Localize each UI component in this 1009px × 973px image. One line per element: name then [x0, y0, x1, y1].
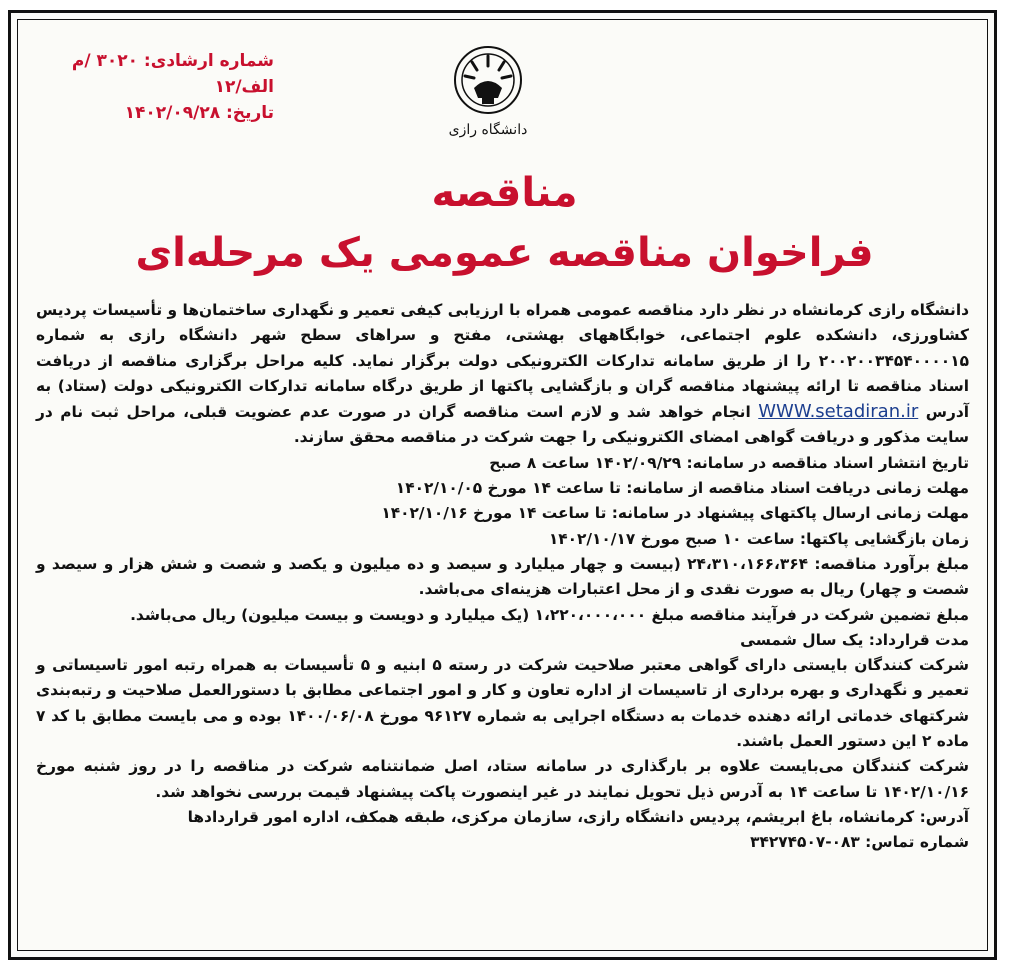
header-info: [44, 48, 274, 126]
detail-line: مدت قرارداد: یک سال شمسی: [740, 630, 969, 649]
notice-date: تاریخ: ۱۴۰۲/۰۹/۲۸: [124, 103, 274, 123]
detail-line: مهلت زمانی ارسال پاکتهای پیشنهاد در سامانه: تا ساعت ۱۴ مورخ ۱۴۰۲/۱۰/۱۶: [381, 504, 969, 523]
address-line: آدرس: کرمانشاه، باغ ابریشم، پردیس دانشگاه رازی، سازمان مرکزی، طبقه همکف، اداره امور قراردادها: [187, 807, 969, 826]
notice-body: [36, 298, 969, 856]
university-logo: [440, 44, 536, 144]
detail-line: شرکت کنندگان می‌بایست علاوه بر بارگذاری در سامانه ستاد، اصل ضمانتنامه شرکت در مناقصه را در روز شنبه مورخ ۱۴۰۲/۱۰/۱۶ تا ساعت ۱۴ به آدرس ذیل تحویل نمایند در غیر اینصورت پاکت پیشنهاد قیمت بررسی نخواهد شد.: [36, 757, 969, 801]
reference-number: شماره ارشادی: ۳۰۲۰ /م الف/۱۲: [71, 51, 274, 97]
detail-line: مبلغ تضمین شرکت در فرآیند مناقصه مبلغ ۱،۲۲۰،۰۰۰،۰۰۰ (یک میلیارد و دویست و بیست میلیون) ریال می‌باشد.: [130, 605, 969, 624]
detail-line: زمان بازگشایی پاکتها: ساعت ۱۰ صبح مورخ ۱۴۰۲/۱۰/۱۷: [548, 529, 969, 548]
detail-line: مبلغ برآورد مناقصه: ۲۴،۳۱۰،۱۶۶،۳۶۴ (بیست و چهار میلیارد و سیصد و ده میلیون و یکصد و شصت و شش هزار و سیصد و شصت و چهار) ریال به صورت نقدی و از محل اعتبارات هزینه‌ای می‌باشد.: [36, 554, 969, 599]
phone-line: شماره تماس: ۰۸۳-۳۴۲۷۴۵۰۷: [750, 833, 969, 852]
intro-text: دانشگاه رازی کرمانشاه در نظر دارد مناقصه عمومی همراه با ارزیابی کیفی تعمیر و نگهداری ساختمان‌ها و تأسیسات پردیس کشاورزی، دانشکده علوم اجتماعی، خوابگاههای بهشتی، مفتح و سراهای سطح شهر دانشگاه رازی به شماره ۲۰۰۲۰۰۳۴۵۴۰۰۰۰۱۵ را از طریق سامانه تدارکات الکترونیکی دولت برگزار نماید. کلیه مراحل برگزاری مناقصه از دریافت اسناد مناقصه تا ارائه پیشنهاد مناقصه گران و بازگشایی پاکتها از طریق درگاه سامانه تدارکات الکترونیکی دولت (ستاد) به آدرس: [36, 301, 970, 422]
notice-subtitle: فراخوان مناقصه عمومی یک مرحله‌ای: [135, 230, 874, 276]
detail-line: مهلت زمانی دریافت اسناد مناقصه از سامانه: تا ساعت ۱۴ مورخ ۱۴۰۲/۱۰/۰۵: [395, 479, 969, 498]
detail-line: تاریخ انتشار اسناد مناقصه در سامانه: ۱۴۰۲/۰۹/۲۹ ساعت ۸ صبح: [489, 453, 969, 472]
detail-line: شرکت کنندگان بایستی دارای گواهی معتبر صلاحیت شرکت در رسته ۵ ابنیه و ۵ تأسیسات به همراه رتبه امور تاسیساتی و تعمیر و نگهداری و بهره برداری از تاسیسات از اداره تعاون و کار و امور اجتماعی مطابق با دستورالعمل صلاحیت و رتبه‌بندی شرکتهای خدماتی ارائه دهنده خدمات به دستگاه اجرایی به شماره ۹۶۱۲۷ مورخ ۱۴۰۰/۰۶/۰۸ بوده و می بایست مطابق با کد ۷ ماده ۲ این دستور العمل باشند.: [36, 656, 969, 751]
setadiran-link[interactable]: WWW.setadiran.ir: [758, 401, 919, 423]
intro-text-end: انجام خواهد شد و لازم است مناقصه گران در صورت عدم عضویت قبلی، مراحل ثبت نام در سایت مذکور و دریافت گواهی امضای الکترونیکی را جهت شرکت در مناقصه محقق سازند.: [36, 403, 969, 447]
intro-paragraph: [36, 298, 969, 451]
razi-university-emblem-icon: [452, 44, 524, 116]
notice-title: مناقصه: [431, 170, 578, 216]
logo-caption: دانشگاه رازی: [448, 122, 528, 138]
